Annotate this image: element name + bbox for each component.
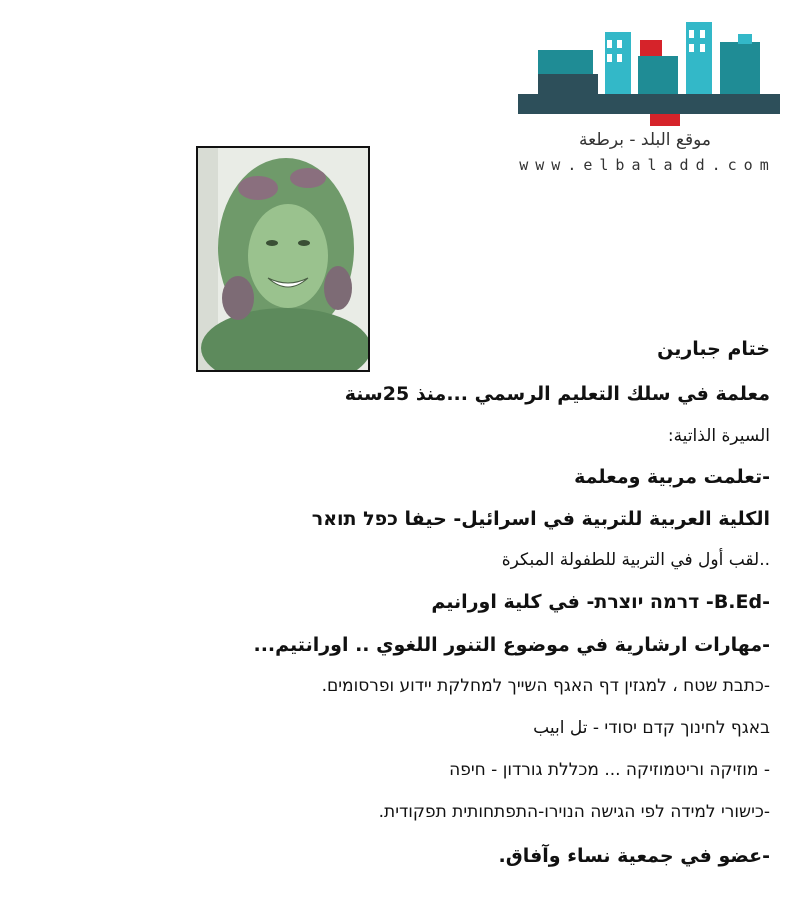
cv-item: -عضو في جمعية نساء وآفاق. (498, 845, 770, 867)
cv-item: - מוזיקה וריטמוזיקה ... מכללת גורדון - חיפה (449, 760, 770, 780)
person-title: معلمة في سلك التعليم الرسمي ...منذ 25سنة (344, 383, 770, 405)
site-tagline: موقع البلد - برطعة (579, 130, 711, 150)
portrait-image (198, 148, 368, 370)
cv-item: באגף לחינוך קדם יסודי - تل ابيب (533, 718, 770, 738)
cv-item: -مهارات ارشارية في موضوع التنور اللغوي .. اورانتيم... (253, 634, 770, 656)
cv-item: ..لقب أول في التربية للطفولة المبكرة (501, 550, 770, 570)
cv-item: -تعلمت مربية ومعلمة (574, 466, 770, 488)
person-name: ختام جبارين (657, 338, 770, 360)
cv-item: -B.Ed- דרמה יוצרת- في كلية اورانيم (431, 591, 770, 613)
portrait-photo (196, 146, 370, 372)
cv-item: -כישורי למידה לפי הגישה הנוירו-התפתחותית תפקודית. (378, 802, 770, 822)
cv-item: -כתבת שטח ، למגזין דף האגף השייך למחלקת יידוע ופרסומים. (321, 676, 770, 696)
cv-heading: السيرة الذاتية: (667, 426, 770, 446)
site-url: www.elbaladd.com (519, 156, 776, 174)
logo-graphic (510, 12, 790, 132)
cv-item: الكلية العربية للتربية في اسرائيل- حيفا כפל תואר (311, 508, 770, 530)
